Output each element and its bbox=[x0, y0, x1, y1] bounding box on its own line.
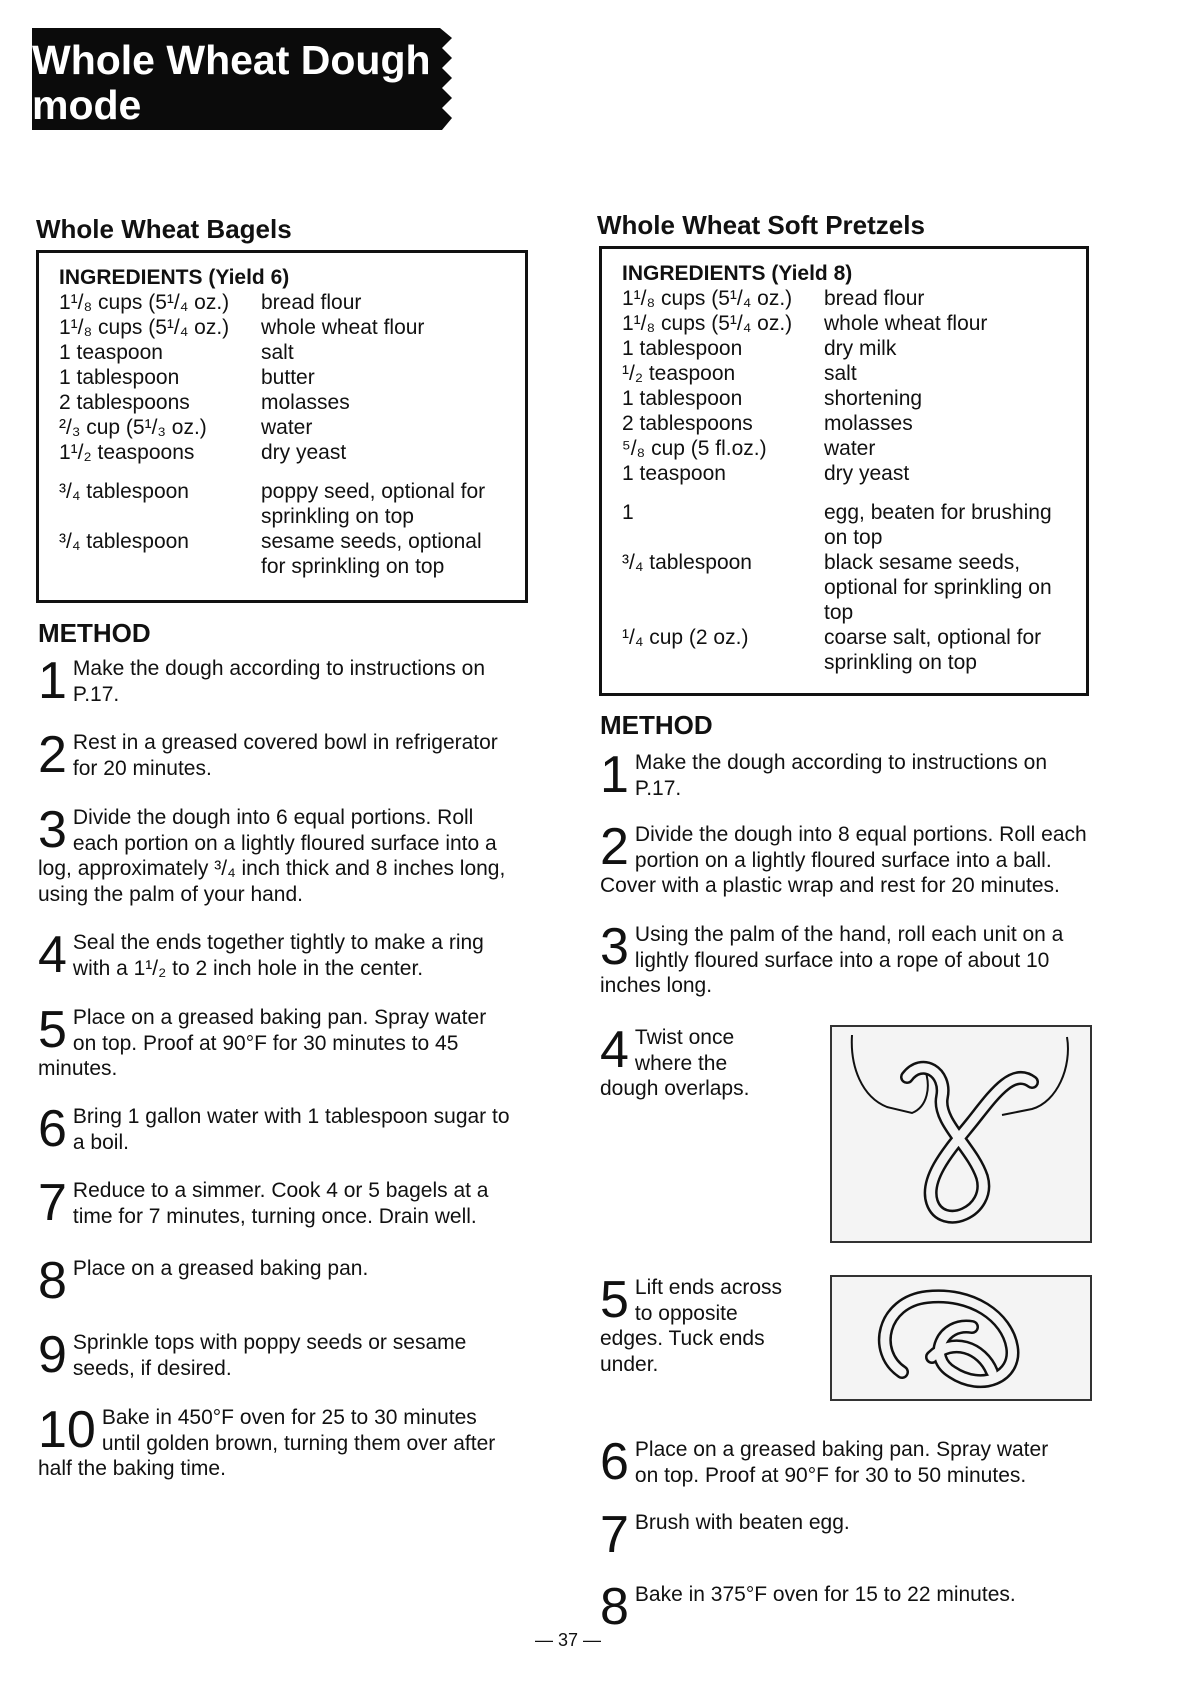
ingredient-qty: 1 bbox=[622, 501, 634, 524]
ingredient-row bbox=[59, 390, 509, 415]
ingredient-name: salt bbox=[261, 341, 294, 364]
ingredient-qty: ¹/₂ teaspoon bbox=[622, 362, 736, 385]
pretzels-title: Whole Wheat Soft Pretzels bbox=[597, 210, 925, 240]
ingredient-row bbox=[59, 340, 509, 365]
method-step bbox=[38, 1401, 520, 1482]
step-text: Bring 1 gallon water with 1 tablespoon sugar to a boil. bbox=[72, 1105, 510, 1154]
method-step bbox=[38, 1001, 510, 1082]
bagels-optional-list bbox=[59, 479, 509, 579]
step-number: 1 bbox=[600, 746, 629, 804]
ingredient-name: molasses bbox=[261, 391, 350, 414]
ingredient-row bbox=[59, 440, 509, 465]
ingredient-row bbox=[622, 411, 1070, 436]
step-number: 5 bbox=[38, 1001, 67, 1059]
twist-illustration bbox=[830, 1025, 1092, 1243]
method-step bbox=[600, 1271, 800, 1377]
method-step bbox=[38, 1252, 508, 1310]
ingredient-qty: ³/₄ tablespoon bbox=[622, 551, 752, 574]
ingredient-name: molasses bbox=[824, 412, 913, 435]
tuck-illustration bbox=[830, 1275, 1092, 1401]
step-text: Twist once where the dough overlaps. bbox=[600, 1026, 750, 1100]
step-number: 7 bbox=[38, 1174, 67, 1232]
step-number: 2 bbox=[600, 818, 629, 876]
ingredient-qty: 2 tablespoons bbox=[622, 412, 753, 435]
ingredient-name: butter bbox=[261, 366, 315, 389]
step-text: Seal the ends together tightly to make a ring with a 1¹/₂ to 2 inch hole in the center. bbox=[72, 931, 484, 980]
ingredient-name: dry yeast bbox=[261, 441, 347, 464]
step-number: 4 bbox=[38, 926, 67, 984]
ingredient-qty: ¹/₄ cup (2 oz.) bbox=[622, 626, 749, 649]
ingredient-row bbox=[622, 550, 1070, 625]
pretzel-drawing bbox=[832, 1277, 1090, 1399]
ingredient-row bbox=[622, 625, 1070, 675]
page-title: Whole Wheat Dough mode bbox=[32, 37, 431, 128]
bagels-method-heading: METHOD bbox=[38, 618, 151, 648]
ingredient-qty: ³/₄ tablespoon bbox=[59, 480, 189, 503]
method-step bbox=[38, 1100, 510, 1158]
ingredient-qty: 1¹/₂ teaspoons bbox=[59, 441, 195, 464]
step-text: Sprinkle tops with poppy seeds or sesame seeds, if desired. bbox=[72, 1331, 467, 1380]
ingredient-row bbox=[622, 386, 1070, 411]
method-step bbox=[600, 918, 1080, 999]
ingredient-row bbox=[622, 436, 1070, 461]
ingredient-qty: 1 teaspoon bbox=[59, 341, 163, 364]
ingredient-row bbox=[59, 315, 509, 340]
ingredient-qty: 1¹/₈ cups (5¹/₄ oz.) bbox=[59, 316, 230, 339]
ingredient-qty: 1 tablespoon bbox=[59, 366, 180, 389]
ingredient-name: salt bbox=[824, 362, 857, 385]
step-number: 4 bbox=[600, 1021, 629, 1079]
step-number: 5 bbox=[600, 1271, 629, 1329]
ingredient-name: dry milk bbox=[824, 337, 897, 360]
pretzels-ingredients-box bbox=[599, 246, 1089, 696]
ingredient-row bbox=[622, 286, 1070, 311]
method-step bbox=[38, 726, 508, 784]
step-text: Rest in a greased covered bowl in refrigerator for 20 minutes. bbox=[72, 731, 498, 780]
pretzels-ingredients-list bbox=[622, 286, 1070, 486]
method-step bbox=[38, 926, 508, 984]
step-number: 9 bbox=[38, 1326, 67, 1384]
method-step bbox=[600, 1433, 1070, 1491]
method-step bbox=[600, 1506, 1070, 1564]
ingredient-qty: 1¹/₈ cups (5¹/₄ oz.) bbox=[622, 312, 793, 335]
step-number: 8 bbox=[38, 1252, 67, 1310]
ingredient-name: whole wheat flour bbox=[261, 316, 425, 339]
ingredient-name: dry yeast bbox=[824, 462, 910, 485]
ingredient-name: poppy seed, optional for sprinkling on top bbox=[261, 480, 486, 528]
ingredient-qty: 1¹/₈ cups (5¹/₄ oz.) bbox=[622, 287, 793, 310]
ingredient-row bbox=[59, 415, 509, 440]
step-text: Bake in 450°F oven for 25 to 30 minutes until golden brown, turning them over after half the baking time. bbox=[38, 1406, 496, 1480]
bagels-ingredients-heading: INGREDIENTS (Yield 6) bbox=[59, 266, 290, 289]
step-text: Using the palm of the hand, roll each unit on a lightly floured surface into a rope of about 10 inches long. bbox=[600, 923, 1064, 997]
method-step bbox=[600, 1021, 760, 1102]
step-text: Place on a greased baking pan. Spray water on top. Proof at 90°F for 30 to 50 minutes. bbox=[634, 1438, 1049, 1487]
ingredient-qty: 1 teaspoon bbox=[622, 462, 726, 485]
method-step bbox=[38, 652, 508, 710]
method-step bbox=[38, 1174, 510, 1232]
ingredient-row bbox=[59, 479, 509, 529]
step-text: Place on a greased baking pan. Spray water on top. Proof at 90°F for 30 minutes to 45 minutes. bbox=[38, 1006, 487, 1080]
method-step bbox=[600, 746, 1080, 804]
ingredient-qty: 1 tablespoon bbox=[622, 337, 743, 360]
pretzels-method-heading: METHOD bbox=[600, 710, 713, 740]
ingredient-qty: ³/₄ tablespoon bbox=[59, 530, 189, 553]
step-text: Divide the dough into 6 equal portions. Roll each portion on a lightly floured surface into a log, approximately ³/₄ inch thick and 8 inches long, using the palm of your hand. bbox=[38, 806, 506, 906]
method-step bbox=[38, 1326, 508, 1384]
step-text: Bake in 375°F oven for 15 to 22 minutes. bbox=[634, 1583, 1016, 1606]
step-text: Make the dough according to instructions on P.17. bbox=[634, 751, 1048, 800]
ingredient-name: egg, beaten for brushing on top bbox=[824, 501, 1052, 549]
step-number: 6 bbox=[600, 1433, 629, 1491]
ingredient-row bbox=[622, 361, 1070, 386]
ingredient-qty: ²/₃ cup (5¹/₃ oz.) bbox=[59, 416, 207, 439]
ingredient-qty: 1 tablespoon bbox=[622, 387, 743, 410]
step-number: 2 bbox=[38, 726, 67, 784]
ingredient-row bbox=[622, 336, 1070, 361]
ingredient-row bbox=[622, 311, 1070, 336]
ingredient-qty: 1¹/₈ cups (5¹/₄ oz.) bbox=[59, 291, 230, 314]
ingredient-qty: 2 tablespoons bbox=[59, 391, 190, 414]
method-step bbox=[600, 818, 1090, 899]
ingredient-row bbox=[622, 461, 1070, 486]
step-number: 8 bbox=[600, 1578, 629, 1636]
step-text: Make the dough according to instructions on P.17. bbox=[72, 657, 486, 706]
ingredient-qty: ⁵/₈ cup (5 fl.oz.) bbox=[622, 437, 767, 460]
method-step bbox=[600, 1578, 1070, 1636]
ingredient-name: water bbox=[261, 416, 313, 439]
step-text: Brush with beaten egg. bbox=[634, 1511, 850, 1534]
ingredient-name: whole wheat flour bbox=[824, 312, 988, 335]
step-text: Lift ends across to opposite edges. Tuck ends under. bbox=[600, 1276, 782, 1376]
ingredient-name: coarse salt, optional for sprinkling on top bbox=[824, 626, 1042, 674]
step-number: 3 bbox=[38, 801, 67, 859]
ingredient-name: bread flour bbox=[824, 287, 925, 310]
section-banner bbox=[32, 28, 450, 130]
step-number: 6 bbox=[38, 1100, 67, 1158]
ingredient-name: water bbox=[824, 437, 876, 460]
bagels-ingredients-list bbox=[59, 290, 509, 465]
step-number: 7 bbox=[600, 1506, 629, 1564]
step-text: Reduce to a simmer. Cook 4 or 5 bagels at a time for 7 minutes, turning once. Drain well. bbox=[72, 1179, 489, 1228]
ingredient-row bbox=[59, 365, 509, 390]
ingredient-name: shortening bbox=[824, 387, 923, 410]
step-text: Place on a greased baking pan. bbox=[72, 1257, 369, 1280]
bagels-title: Whole Wheat Bagels bbox=[36, 214, 292, 244]
step-number: 3 bbox=[600, 918, 629, 976]
page-number: — 37 — bbox=[535, 1630, 602, 1650]
step-text: Divide the dough into 8 equal portions. Roll each portion on a lightly floured surface into a ball. Cover with a plastic wrap and rest for 20 minutes. bbox=[600, 823, 1087, 897]
pretzels-optional-list bbox=[622, 500, 1070, 675]
bagels-ingredients-box bbox=[36, 250, 528, 603]
ingredient-name: sesame seeds, optional for sprinkling on top bbox=[261, 530, 482, 578]
ingredient-name: black sesame seeds, optional for sprinkling on top bbox=[824, 551, 1052, 624]
ingredient-row bbox=[622, 500, 1070, 550]
step-number: 1 bbox=[38, 652, 67, 710]
twist-drawing bbox=[832, 1027, 1090, 1241]
ingredient-row bbox=[59, 529, 509, 579]
pretzels-ingredients-heading: INGREDIENTS (Yield 8) bbox=[622, 262, 853, 285]
ingredient-row bbox=[59, 290, 509, 315]
ingredient-name: bread flour bbox=[261, 291, 362, 314]
step-number: 10 bbox=[38, 1401, 96, 1459]
method-step bbox=[38, 801, 510, 907]
